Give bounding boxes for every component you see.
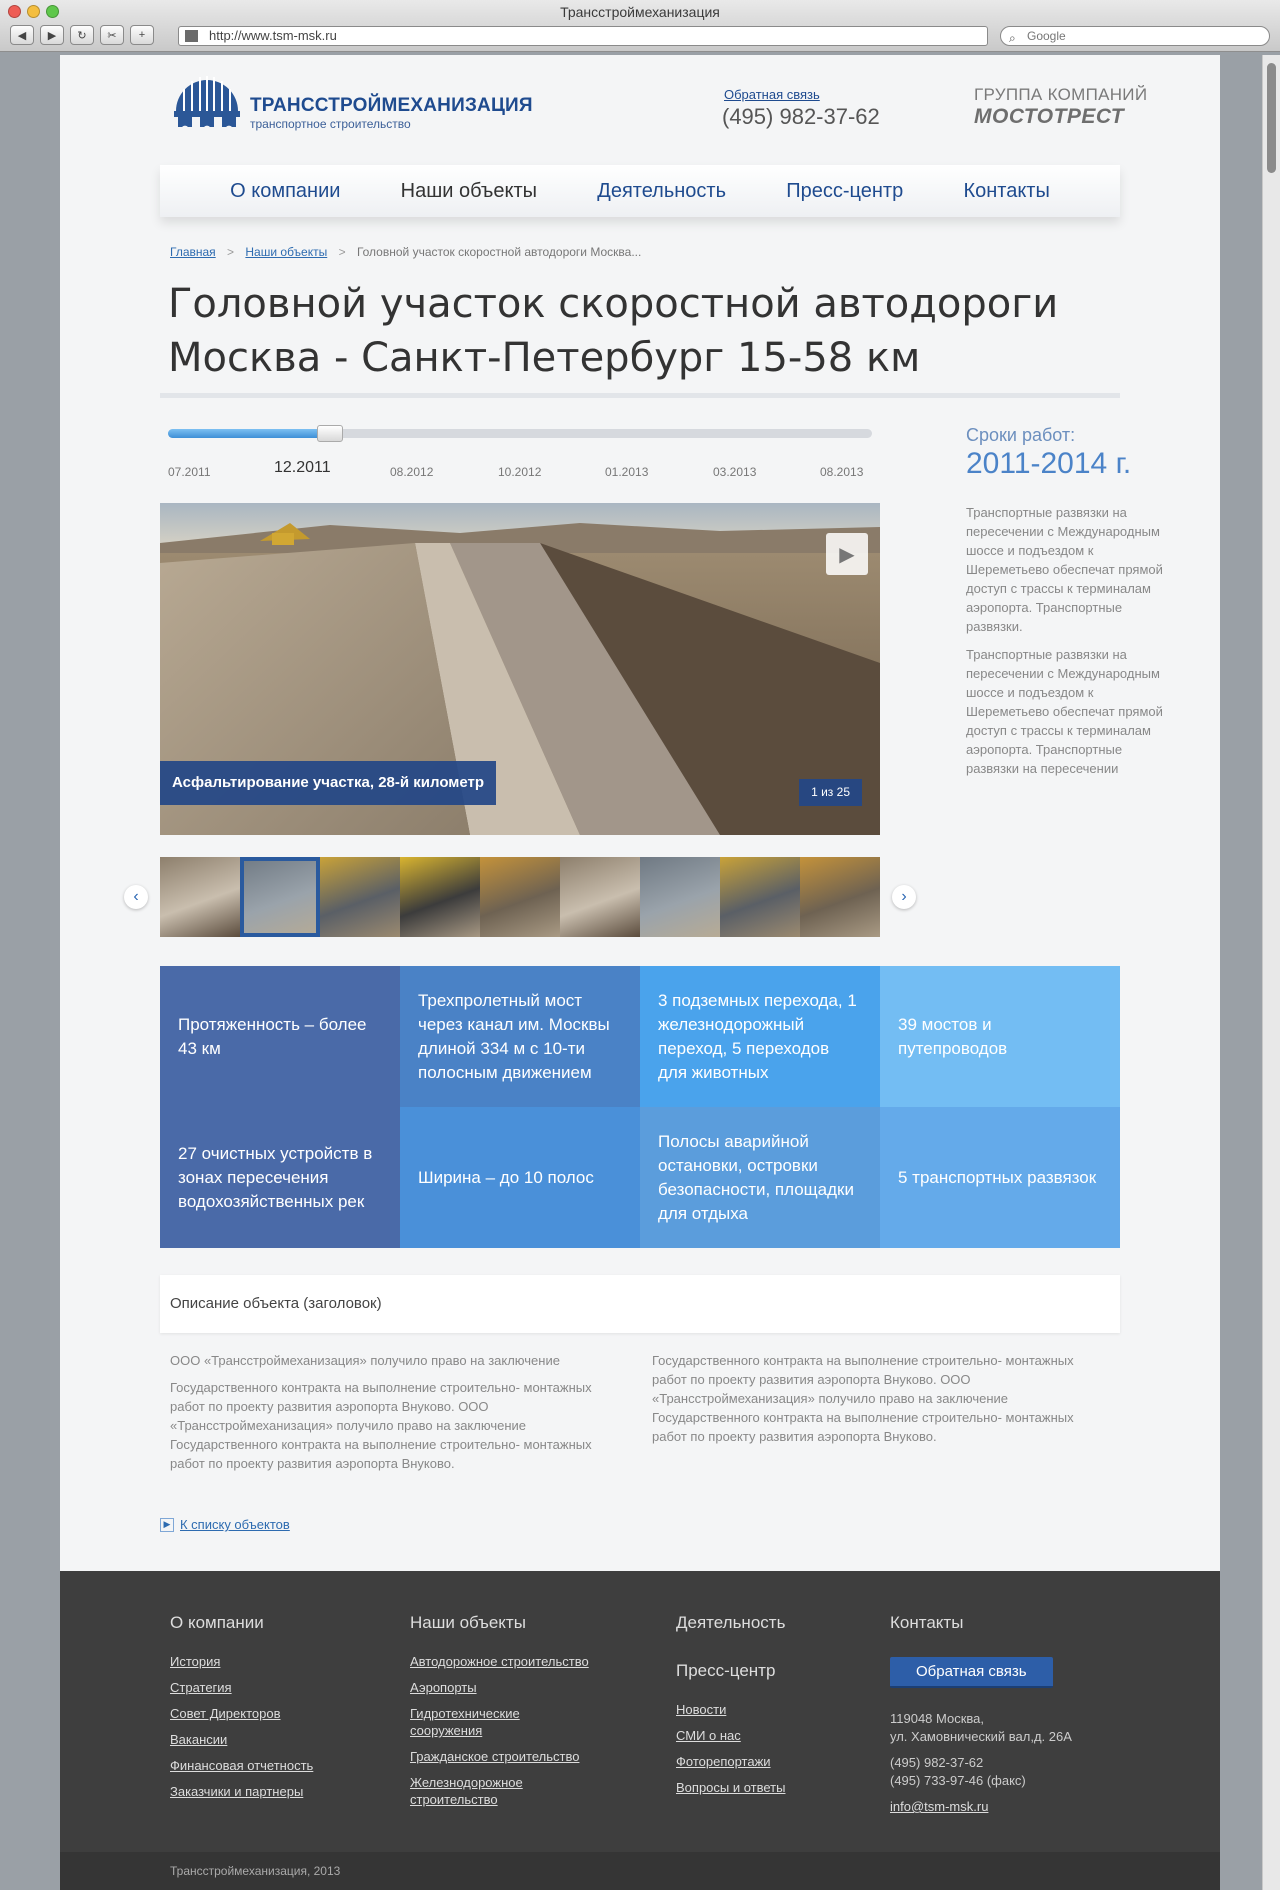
footer-link[interactable]: Железнодорожное строительство [410, 1775, 523, 1807]
timeline-slider[interactable] [168, 429, 872, 438]
footer-link[interactable]: Новости [676, 1702, 727, 1717]
chevron-left-icon[interactable]: ‹ [124, 885, 148, 909]
back-to-list[interactable] [160, 1517, 290, 1532]
thumbnail[interactable] [160, 857, 240, 937]
back-to-list-link[interactable]: К списку объектов [180, 1517, 290, 1532]
video-camera-icon[interactable]: ▶ [826, 533, 868, 575]
breadcrumb [170, 245, 641, 259]
feedback-link[interactable]: Обратная связь [724, 87, 820, 102]
favicon-icon [185, 30, 198, 42]
description-left [170, 1351, 620, 1481]
page [60, 55, 1220, 1890]
thumbnail[interactable] [240, 857, 320, 937]
footer-link[interactable]: Стратегия [170, 1680, 232, 1695]
site-footer [60, 1571, 1220, 1890]
footer-link[interactable]: Заказчики и партнеры [170, 1784, 304, 1799]
footer-activity-press [676, 1613, 785, 1805]
fact-cell: 5 транспортных развязок [880, 1107, 1120, 1248]
footer-heading: Контакты [890, 1613, 964, 1632]
feedback-button[interactable]: Обратная связь [890, 1657, 1053, 1688]
footer-email[interactable]: info@tsm-msk.ru [890, 1799, 989, 1814]
title-divider [160, 393, 1120, 398]
aside-paragraph: Транспортные развязки на пересечении с Международным шоссе и подъездом к Шереметьево обеспечат прямой доступ с трассы к терминалам аэропорта. Транспортные развязки. [966, 505, 1163, 634]
footer-heading: Наши объекты [410, 1613, 526, 1632]
thumbnail[interactable] [320, 857, 400, 937]
photo-counter: 1 из 25 [799, 779, 862, 806]
facts-grid [160, 966, 1120, 1248]
breadcrumb-separator: > [227, 245, 235, 259]
fact-cell: Ширина – до 10 полос [400, 1107, 640, 1248]
description-paragraph: Государственного контракта на выполнение строительно- монтажных работ по проекту развития аэропорта Внуково. ООО «Трансстроймеханизация» получило право на заключение Государственного контракта на выполнение строительно- монтажных работ по проекту развития аэропорта Внуково. [652, 1353, 1074, 1444]
timeline-date[interactable]: 10.2012 [498, 465, 542, 479]
arrow-right-icon: ▶ [160, 1518, 174, 1532]
site-header [60, 55, 1220, 215]
footer-link[interactable]: СМИ о нас [676, 1728, 741, 1743]
timeline-date[interactable]: 08.2013 [820, 465, 864, 479]
footer-link[interactable]: Финансовая отчетность [170, 1758, 314, 1773]
nav-item-contacts[interactable]: Контакты [963, 179, 1050, 202]
thumbnail[interactable] [400, 857, 480, 937]
photo-caption: Асфальтирование участка, 28-й километр [160, 761, 496, 805]
logo-name: ТРАНССТРОЙМЕХАНИЗАЦИЯ [250, 95, 533, 116]
footer-objects [410, 1613, 590, 1817]
fact-cell: 39 мостов и путепроводов [880, 966, 1120, 1107]
thumbnail[interactable] [720, 857, 800, 937]
add-bookmark-button[interactable] [130, 25, 154, 45]
search-placeholder: Google [1027, 29, 1066, 43]
footer-heading: О компании [170, 1613, 264, 1632]
mostotrest-logo[interactable]: МОСТОТРЕСТ [974, 105, 1125, 128]
timeline-date[interactable]: 01.2013 [605, 465, 649, 479]
footer-fax: (495) 733-97-46 (факс) [890, 1773, 1026, 1788]
footer-contacts [890, 1613, 1072, 1824]
snapshot-button[interactable] [100, 25, 124, 45]
fact-cell: Полосы аварийной остановки, островки безопасности, площадки для отдыха [640, 1107, 880, 1248]
browser-search-field[interactable] [1000, 26, 1270, 46]
nav-item-about[interactable]: О компании [230, 179, 341, 202]
footer-heading[interactable]: Деятельность [676, 1613, 786, 1632]
reload-button[interactable] [70, 25, 94, 45]
description-paragraph: ООО «Трансстроймеханизация» получило право на заключение [170, 1353, 560, 1368]
footer-link[interactable]: Аэропорты [410, 1680, 477, 1695]
aside-paragraph: Транспортные развязки на пересечении с Международным шоссе и подъездом к Шереметьево обеспечат прямой доступ с трассы к терминалам аэропорта. Транспортные развязки на пересечении [966, 647, 1163, 776]
footer-phone: (495) 982-37-62 [890, 1755, 984, 1770]
search-icon: ⌕ [1009, 31, 1016, 45]
description-right [652, 1351, 1102, 1454]
timeline-date[interactable]: 03.2013 [713, 465, 757, 479]
timeline-date-current[interactable]: 12.2011 [274, 459, 331, 476]
scrollbar-thumb[interactable] [1267, 63, 1276, 173]
forward-button[interactable] [40, 25, 64, 45]
timeline-date[interactable]: 07.2011 [168, 465, 211, 479]
address-url: http://www.tsm-msk.ru [209, 28, 337, 43]
breadcrumb-home[interactable]: Главная [170, 245, 216, 259]
window-title: Трансстроймеханизация [560, 4, 720, 20]
nav-item-objects[interactable]: Наши объекты [400, 179, 538, 202]
footer-link[interactable]: Гидротехнические сооружения [410, 1706, 520, 1738]
timeline-progress [168, 429, 323, 438]
forward-arrow-icon: ▶ [47, 29, 57, 42]
timeline-date[interactable]: 08.2012 [390, 465, 434, 479]
footer-link[interactable]: Вакансии [170, 1732, 228, 1747]
footer-heading[interactable]: Пресс-центр [676, 1661, 776, 1680]
footer-link[interactable]: Фоторепортажи [676, 1754, 771, 1769]
description-heading: Описание объекта (заголовок) [160, 1275, 1120, 1333]
footer-copyright: Трансстроймеханизация, 2013 [60, 1852, 1220, 1890]
breadcrumb-current: Головной участок скоростной автодороги Москва... [356, 245, 642, 259]
work-period-label: Сроки работ: [966, 425, 1076, 445]
fact-cell: Протяженность – более 43 км [160, 966, 400, 1107]
footer-link[interactable]: Вопросы и ответы [676, 1780, 786, 1795]
plus-icon: + [138, 29, 146, 41]
reload-icon: ↻ [77, 29, 87, 42]
breadcrumb-objects[interactable]: Наши объекты [245, 245, 328, 259]
fact-cell: 27 очистных устройств в зонах пересечения водохозяйственных рек [160, 1107, 400, 1248]
thumbnail[interactable] [640, 857, 720, 937]
nav-item-activity[interactable]: Деятельность [597, 179, 727, 202]
address-bar[interactable] [178, 26, 988, 46]
browser-chrome [0, 0, 1280, 52]
page-title: Головной участок скоростной автодороги Москва - Санкт-Петербург 15-58 км [168, 281, 1059, 381]
footer-address-line: 119048 Москва, [890, 1711, 985, 1726]
scissors-icon: ✂ [107, 29, 117, 42]
chevron-right-icon[interactable]: › [892, 885, 916, 909]
fact-cell: Трехпролетный мост через канал им. Москвы длиной 334 м с 10-ти полосным движением [400, 966, 640, 1107]
footer-link[interactable]: Совет Директоров [170, 1706, 281, 1721]
thumbnail[interactable] [480, 857, 560, 937]
main-photo[interactable] [160, 503, 880, 835]
footer-link[interactable]: Гражданское строительство [410, 1749, 580, 1764]
timeline-dates [168, 459, 880, 483]
header-phone: (495) 982-37-62 [722, 104, 880, 129]
browser-toolbar [10, 25, 154, 45]
work-period-value: 2011-2014 г. [966, 447, 1132, 480]
thumbnail[interactable] [800, 857, 880, 937]
breadcrumb-separator: > [338, 245, 346, 259]
main-nav [160, 165, 1120, 217]
back-arrow-icon: ◀ [17, 29, 27, 42]
description-paragraph: Государственного контракта на выполнение строительно- монтажных работ по проекту развития аэропорта Внуково. ООО «Трансстроймеханизация» получило право на заключение Государственного контракта на выполнение строительно- монтажных работ по проекту развития аэропорта Внуково. [170, 1380, 592, 1471]
fact-cell: 3 подземных перехода, 1 железнодорожный переход, 5 переходов для животных [640, 966, 880, 1107]
footer-about [170, 1613, 313, 1809]
footer-link[interactable]: Автодорожное строительство [410, 1654, 589, 1669]
footer-address-line: ул. Хамовнический вал,д. 26А [890, 1729, 1072, 1744]
thumbnail[interactable] [560, 857, 640, 937]
page-scrollbar[interactable] [1262, 55, 1280, 1890]
logo-tagline: транспортное строительство [250, 117, 411, 131]
timeline-handle[interactable] [317, 425, 343, 442]
nav-item-press[interactable]: Пресс-центр [786, 179, 904, 202]
thumbnail-strip [160, 857, 880, 937]
footer-link[interactable]: История [170, 1654, 221, 1669]
back-button[interactable] [10, 25, 34, 45]
group-label: ГРУППА КОМПАНИЙ [974, 85, 1148, 104]
tsm-logo-icon[interactable] [172, 67, 242, 129]
